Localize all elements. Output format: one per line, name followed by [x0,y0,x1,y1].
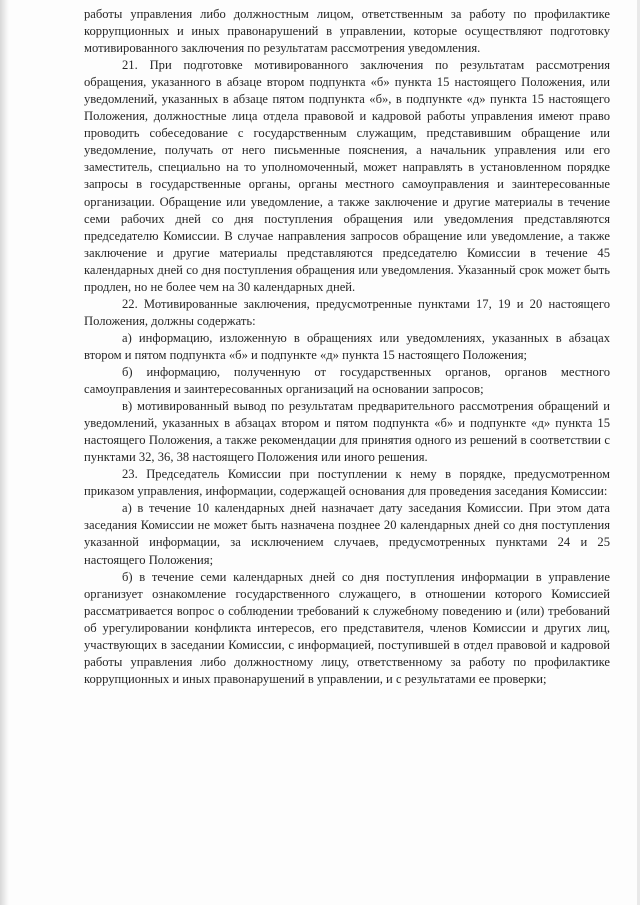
paragraph-clause-22: 22. Мотивированные заключения, предусмотренные пунктами 17, 19 и 20 настоящего Положения, должны содержать: [84,296,610,328]
paragraph-continuation: работы управления либо должностным лицом, ответственным за работу по профилактике коррупционных и иных правонарушений в управлении, которые осуществляют подготовку мотивированного заключения по результатам рассмотрения уведомления. [84,7,610,56]
paragraph-clause-22-a: а) информацию, изложенную в обращениях или уведомлениях, указанных в абзацах втором и пятом подпункта «б» и подпункте «д» пункта 15 настоящего Положения; [84,330,610,362]
paragraph-clause-21: 21. При подготовке мотивированного заключения по результатам рассмотрения обращения, указанного в абзаце втором подпункта «б» пункта 15 настоящего Положения, или уведомлений, указанных в абзаце пятом подпункта «б», в подпункте «д» пункта 15 настоящего Положения, должностные лица отдела правовой и кадровой работы управления имеют право проводить собеседование с государственным служащим, представившим обращение или уведомление, получать от него письменные пояснения, а начальник управления или его заместитель, специально на то уполномоченный, может направлять в установленном порядке запросы в государственные органы, органы местного самоуправления и заинтересованные организации. Обращение или уведомление, а также заключение и другие материалы в течение семи рабочих дней со дня поступления обращения или уведомления представляются председателю Комиссии. В случае направления запросов обращение или уведомление, а также заключение и другие материалы представляются председателю Комиссии в течение 45 календарных дней со дня поступления обращения или уведомления. Указанный срок может быть продлен, но не более чем на 30 календарных дней. [84,58,610,294]
document-body [84,6,610,688]
paragraph-clause-22-v: в) мотивированный вывод по результатам предварительного рассмотрения обращений и уведомлений, указанных в абзацах втором и пятом подпункта «б» и подпункте «д» пункта 15 настоящего Положения, а также рекомендации для принятия одного из решений в соответствии с пунктами 32, 36, 38 настоящего Положения или иного решения. [84,399,610,465]
scan-left-edge [0,0,9,905]
paragraph-clause-23-a: а) в течение 10 календарных дней назначает дату заседания Комиссии. При этом дата заседания Комиссии не может быть назначена позднее 20 календарных дней со дня поступления указанной информации, за исключением случаев, предусмотренных пунктами 24 и 25 настоящего Положения; [84,501,610,567]
paragraph-clause-23: 23. Председатель Комиссии при поступлении к нему в порядке, предусмотренном приказом управления, информации, содержащей основания для проведения заседания Комиссии: [84,467,610,499]
paragraph-clause-23-b: б) в течение семи календарных дней со дня поступления информации в управление организует ознакомление государственного служащего, в отношении которого Комиссией рассматривается вопрос о соблюдении требований к служебному поведению и (или) требований об урегулировании конфликта интересов, его представителя, членов Комиссии и других лиц, участвующих в заседании Комиссии, с информацией, поступившей в отдел правовой и кадровой работы управления либо должностному лицу, ответственному за работу по профилактике коррупционных и иных правонарушений в управлении, и с результатами ее проверки; [84,569,610,686]
paragraph-clause-22-b: б) информацию, полученную от государственных органов, органов местного самоуправления и заинтересованных организаций на основании запросов; [84,364,610,397]
